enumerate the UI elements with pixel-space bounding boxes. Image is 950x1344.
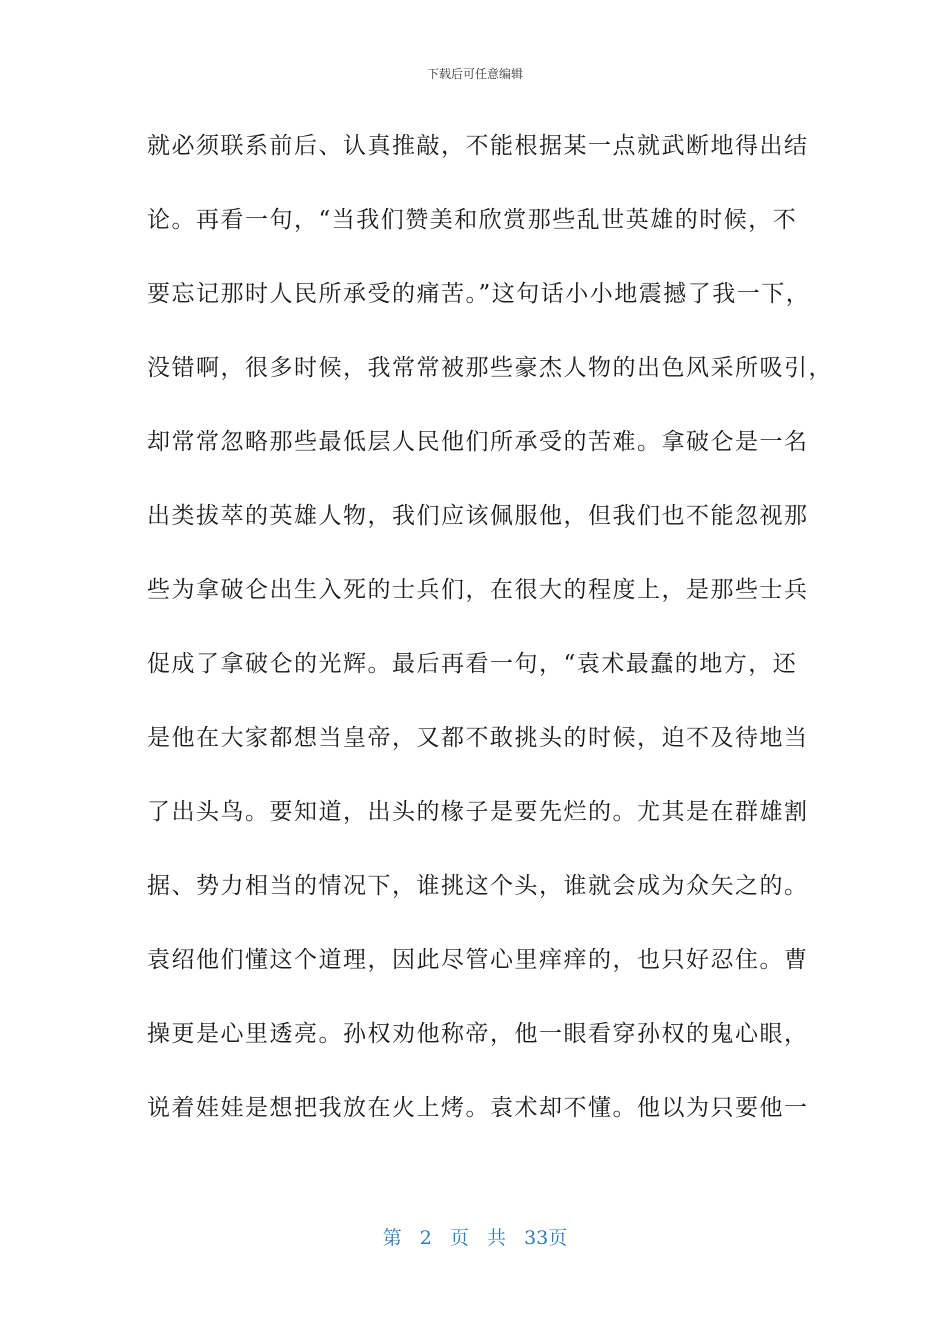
footer-label-page-unit: 页	[449, 1227, 469, 1249]
body-line: 是他在大家都想当皇帝，又都不敢挑头的时候，迫不及待地当	[147, 725, 809, 751]
body-line: 说着娃娃是想把我放在火上烤。袁术却不懂。他以为只要他一	[147, 1095, 809, 1121]
page-header: 下载后可任意编辑	[426, 67, 523, 81]
page-footer	[0, 1226, 950, 1250]
footer-current-page: 2	[419, 1227, 432, 1249]
body-line: 些为拿破仑出生入死的士兵们，在很大的程度上，是那些士兵	[147, 577, 809, 603]
document-body	[147, 126, 833, 1162]
body-line: 没错啊，很多时候，我常常被那些豪杰人物的出色风采所吸引，	[147, 355, 833, 381]
body-line: 论。再看一句，“当我们赞美和欣赏那些乱世英雄的时候，不	[147, 207, 798, 233]
body-line: 要忘记那时人民所承受的痛苦。”这句话小小地震撼了我一下，	[147, 281, 811, 307]
body-line: 袁绍他们懂这个道理，因此尽管心里痒痒的，也只好忍住。曹	[147, 947, 809, 973]
body-line: 据、势力相当的情况下，谁挑这个头，谁就会成为众矢之的。	[147, 873, 809, 899]
body-line: 却常常忽略那些最低层人民他们所承受的苦难。拿破仑是一名	[147, 429, 809, 455]
footer-label-page: 第	[382, 1227, 402, 1249]
body-line: 了出头鸟。要知道，出头的椽子是要先烂的。尤其是在群雄割	[147, 799, 809, 825]
footer-total-pages: 33页	[524, 1227, 568, 1249]
body-line: 促成了拿破仑的光辉。最后再看一句，“袁术最蠢的地方，还	[147, 651, 798, 677]
footer-label-total: 共	[487, 1227, 507, 1249]
body-line: 操更是心里透亮。孙权劝他称帝，他一眼看穿孙权的鬼心眼，	[147, 1021, 809, 1047]
body-line: 就必须联系前后、认真推敲，不能根据某一点就武断地得出结	[147, 133, 809, 159]
body-line: 出类拔萃的英雄人物，我们应该佩服他，但我们也不能忽视那	[147, 503, 809, 529]
